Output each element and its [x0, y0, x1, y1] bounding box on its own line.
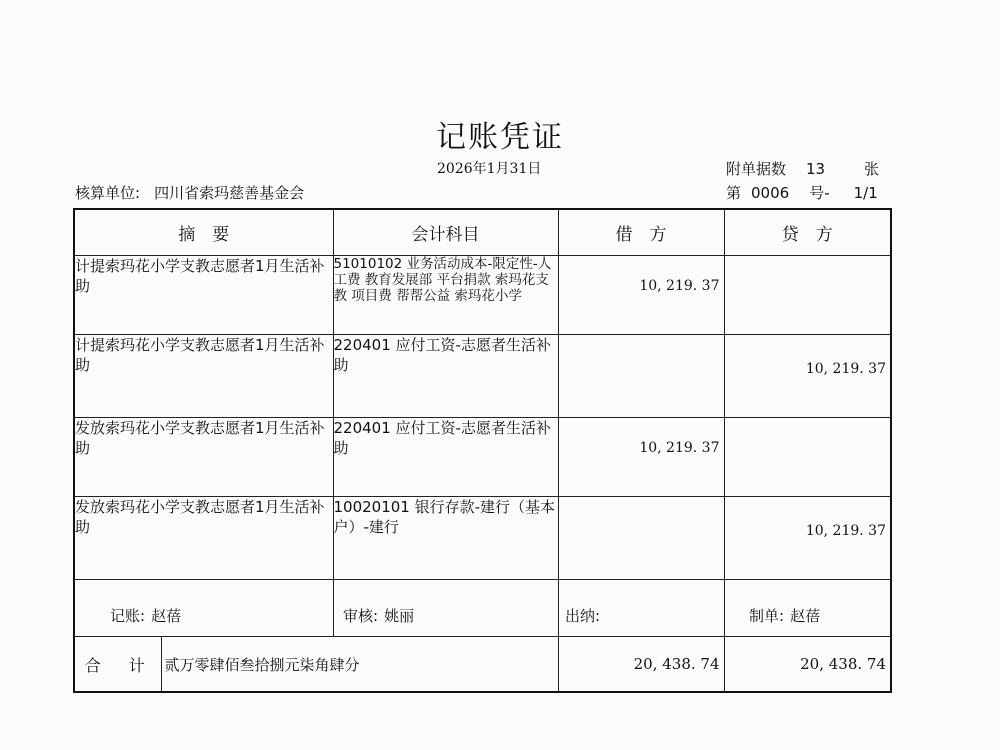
total-row: [74, 637, 891, 693]
total-debit: 20, 438. 74: [558, 637, 724, 693]
voucher-number: [726, 182, 878, 203]
voucher-number-value: 0006: [751, 184, 790, 202]
entry-summary: 计提索玛花小学支教志愿者1月生活补助: [74, 256, 333, 335]
table-row: [74, 497, 891, 580]
entry-debit: 10, 219. 37: [558, 256, 724, 335]
accounting-unit-label: 核算单位:: [75, 184, 141, 202]
entry-debit: [558, 335, 724, 418]
voucher-date: 2026年1月31日: [437, 161, 542, 177]
header-debit: 借 方: [558, 209, 724, 256]
voucher-suffix: 号-: [809, 184, 830, 202]
voucher-page-number: 1/1: [853, 184, 878, 202]
entry-credit: 10, 219. 37: [724, 497, 891, 580]
table-row: [74, 256, 891, 335]
attachment-number: 13: [806, 160, 826, 178]
preparer-name: 赵蓓: [790, 607, 821, 625]
entry-credit: [724, 418, 891, 497]
footer-bookkeeper: 记账: 赵蓓: [110, 607, 182, 625]
entry-account: 51010102 业务活动成本-限定性-人工费 教育发展部 平台捐款 索玛花支教 项目费 帮帮公益 索玛花小学: [333, 256, 558, 335]
attachment-label: 附单据数: [726, 160, 787, 178]
entry-debit: [558, 497, 724, 580]
accounting-unit-name: 四川省索玛慈善基金会: [154, 184, 305, 202]
reviewer-name: 姚丽: [384, 607, 415, 625]
entry-summary: 发放索玛花小学支教志愿者1月生活补助: [74, 418, 333, 497]
entry-credit: 10, 219. 37: [724, 335, 891, 418]
table-row: [74, 335, 891, 418]
header-credit: 贷 方: [724, 209, 891, 256]
total-credit: 20, 438. 74: [724, 637, 891, 693]
voucher-title: 记账凭证: [436, 120, 564, 155]
entry-account: 220401 应付工资-志愿者生活补助: [333, 418, 558, 497]
entry-credit: [724, 256, 891, 335]
footer-preparer: 制单: 赵蓓: [749, 607, 821, 625]
footer-reviewer: 审核: 姚丽: [343, 607, 415, 625]
entry-debit: 10, 219. 37: [558, 418, 724, 497]
header-account: 会计科目: [333, 209, 558, 256]
attachment-unit: 张: [864, 160, 880, 178]
total-in-words: 贰万零肆佰叁拾捌元柒角肆分: [161, 637, 558, 693]
table-row: [74, 418, 891, 497]
entry-summary: 计提索玛花小学支教志愿者1月生活补助: [74, 335, 333, 418]
footer-cashier: 出纳:: [565, 607, 601, 625]
voucher-prefix: 第: [726, 184, 742, 202]
header-summary: 摘 要: [74, 209, 333, 256]
attachment-count: [726, 158, 879, 179]
entry-summary: 发放索玛花小学支教志愿者1月生活补助: [74, 497, 333, 580]
accounting-unit: [75, 182, 304, 203]
entry-account: 220401 应付工资-志愿者生活补助: [333, 335, 558, 418]
entry-account: 10020101 银行存款-建行（基本户）-建行: [333, 497, 558, 580]
total-label: 合 计: [74, 637, 161, 693]
table-header: [74, 209, 891, 256]
bookkeeper-name: 赵蓓: [151, 607, 182, 625]
